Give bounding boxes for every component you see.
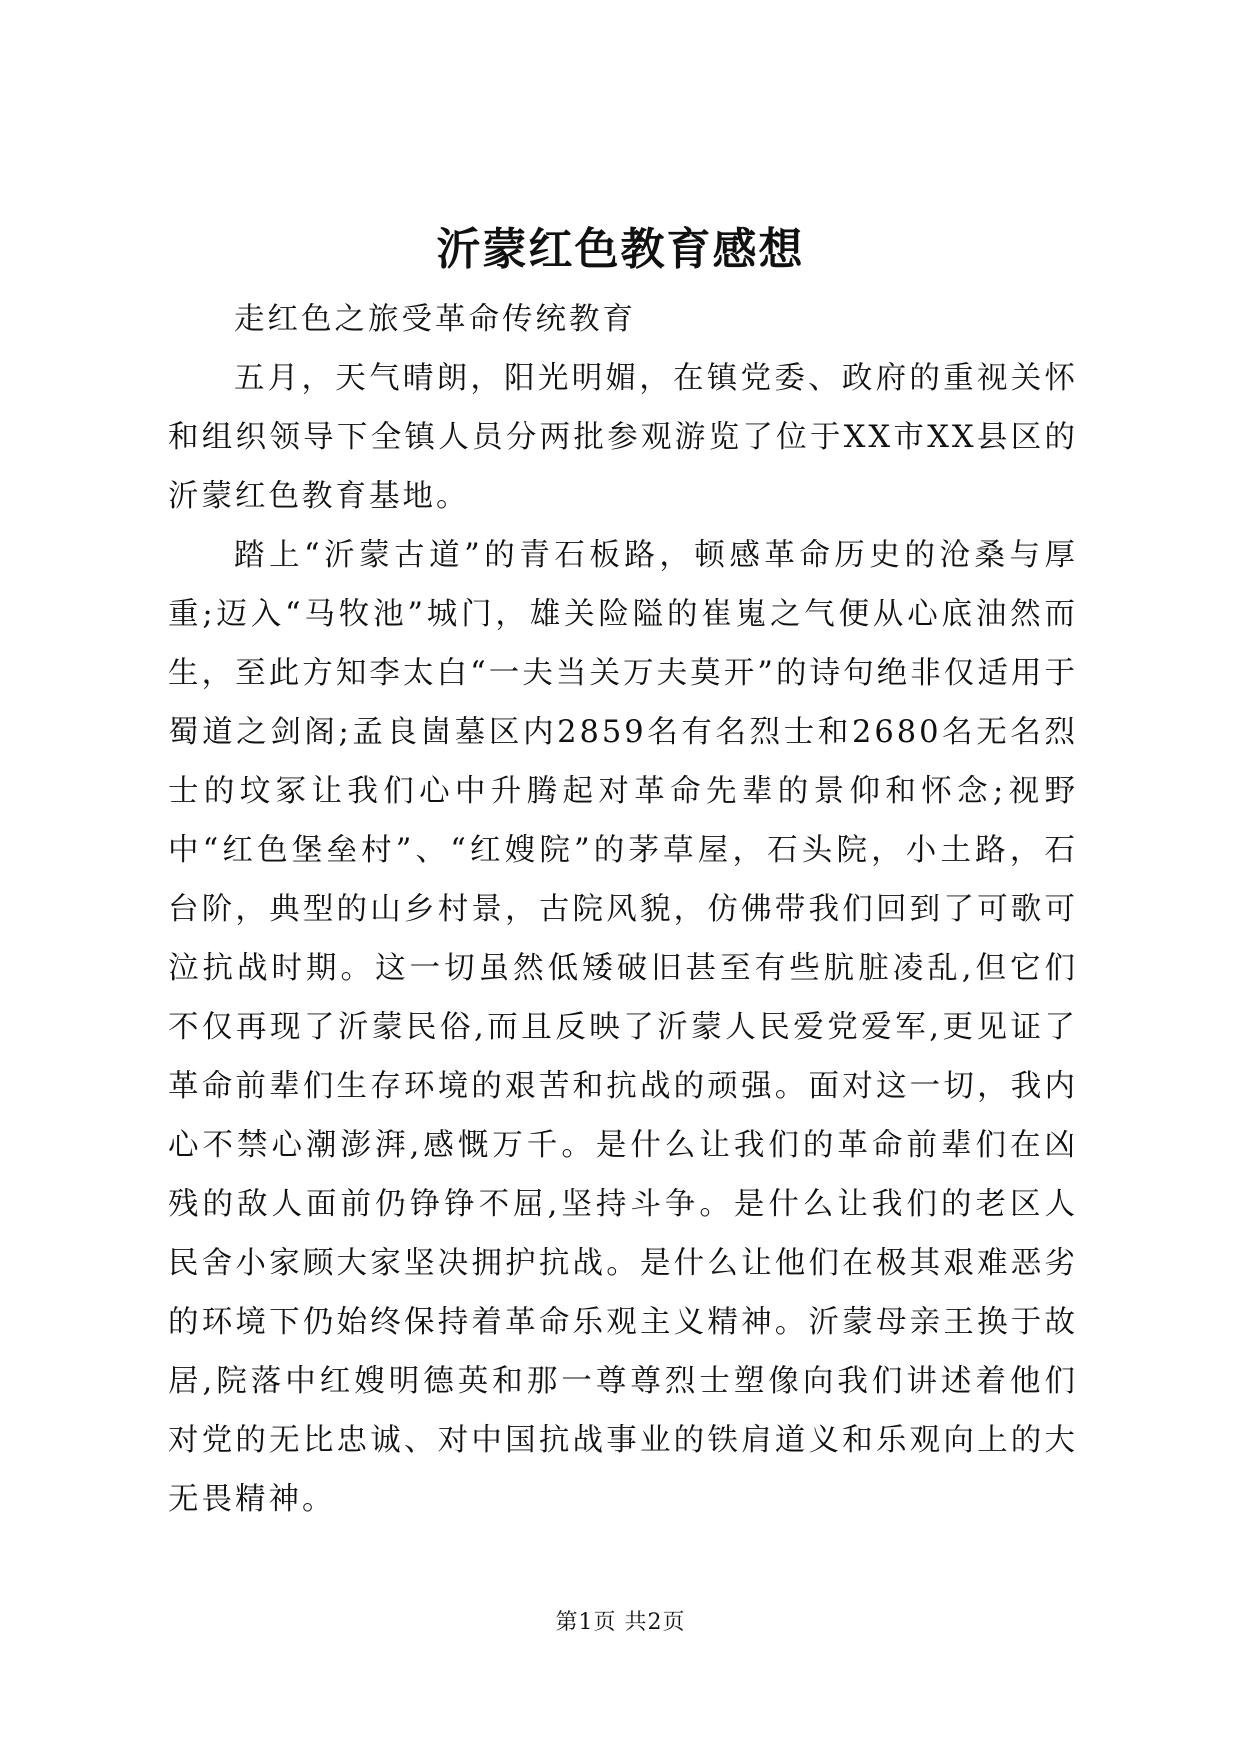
subtitle-paragraph: 走红色之旅受革命传统教育 — [234, 302, 636, 337]
document-body — [168, 290, 1078, 1529]
document-title: 沂蒙红色教育感想 — [436, 224, 805, 275]
body-paragraph: 踏上“沂蒙古道”的青石板路，顿感革命历史的沧桑与厚重;迈入“马牧池”城门，雄关险隘的崔嵬之气便从心底油然而生，至此方知李太白“一夫当关万夫莫开”的诗句绝非仅适用于蜀道之剑阁;孟良崮墓区内2859名有名烈士和2680名无名烈士的坟冢让我们心中升腾起对革命先辈的景仰和怀念;视野中“红色堡垒村”、“红嫂院”的茅草屋，石头院，小土路，石台阶，典型的山乡村景，古院风貌，仿佛带我们回到了可歌可泣抗战时期。这一切虽然低矮破旧甚至有些肮脏凌乱,但它们不仅再现了沂蒙民俗,而且反映了沂蒙人民爱党爱军,更见证了革命前辈们生存环境的艰苦和抗战的顽强。面对这一切，我内心不禁心潮澎湃,感慨万千。是什么让我们的革命前辈们在凶残的敌人面前仍铮铮不屈,坚持斗争。是什么让我们的老区人民舍小家顾大家坚决拥护抗战。是什么让他们在极其艰难恶劣的环境下仍始终保持着革命乐观主义精神。沂蒙母亲王换于故居,院落中红嫂明德英和那一尊尊烈士塑像向我们讲述着他们对党的无比忠诚、对中国抗战事业的铁肩道义和乐观向上的大无畏精神。 — [168, 538, 1078, 1517]
page-number-footer: 第1页 共2页 — [555, 1610, 686, 1635]
body-paragraph: 五月，天气晴朗，阳光明媚，在镇党委、政府的重视关怀和组织领导下全镇人员分两批参观游览了位于XX市XX县区的沂蒙红色教育基地。 — [168, 361, 1078, 514]
